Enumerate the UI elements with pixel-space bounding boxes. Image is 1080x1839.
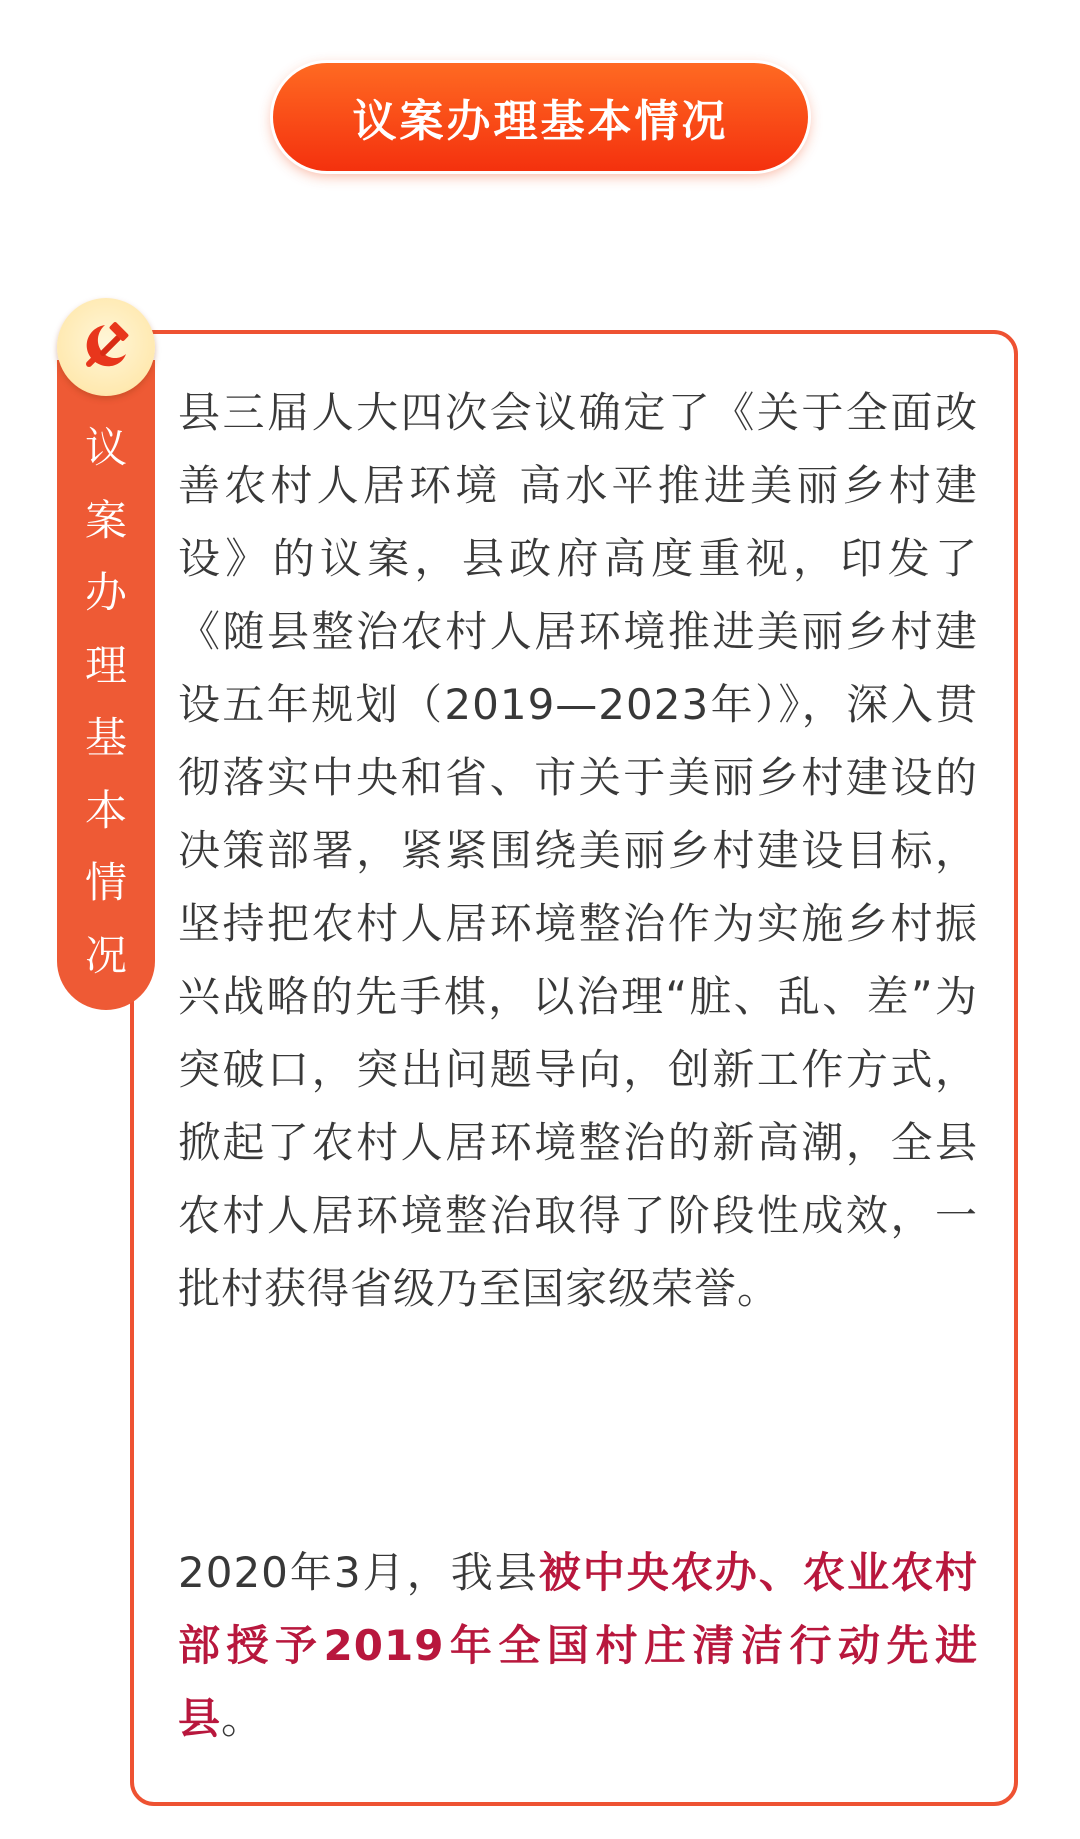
award-prefix: 2020年3月，我县 [178,1548,539,1597]
side-tab-char: 况 [84,930,127,980]
award-suffix: 。 [221,1694,265,1743]
side-tab-char: 本 [84,785,127,835]
side-tab-char: 理 [84,640,127,690]
paragraph-main: 县三届人大四次会议确定了《关于全面改善农村人居环境 高水平推进美丽乡村建设》的议案，县政府高度重视，印发了《随县整治农村人居环境推进美丽乡村建设五年规划（2019—2023年）》，深入贯彻落实中央和省、市关于美丽乡村建设的决策部署，紧紧围绕美丽乡村建设目标，坚持把农村人居环境整治作为实施乡村振兴战略的先手棋，以治理“脏、乱、差”为突破口，突出问题导向，创新工作方式，掀起了农村人居环境整治的新高潮，全县农村人居环境整治取得了阶段性成效，一批村获得省级乃至国家级荣誉。 [178,388,978,1313]
section-title: 议案办理基本情况 [352,96,729,147]
side-tab-char: 基 [84,713,127,762]
hammer-sickle-icon [75,316,137,378]
side-tab-char: 办 [84,568,127,617]
side-tab-char: 案 [84,495,127,545]
section-title-banner [273,63,808,171]
paragraph-award [178,1536,978,1755]
side-tab-char: 情 [84,858,127,907]
side-tab [57,360,155,1010]
side-tab-char: 议 [84,423,127,472]
party-emblem-icon [57,298,155,396]
award-highlight: 被中央农办、农业农村部授予2019年全国村庄清洁行动先进县 [178,1548,978,1743]
